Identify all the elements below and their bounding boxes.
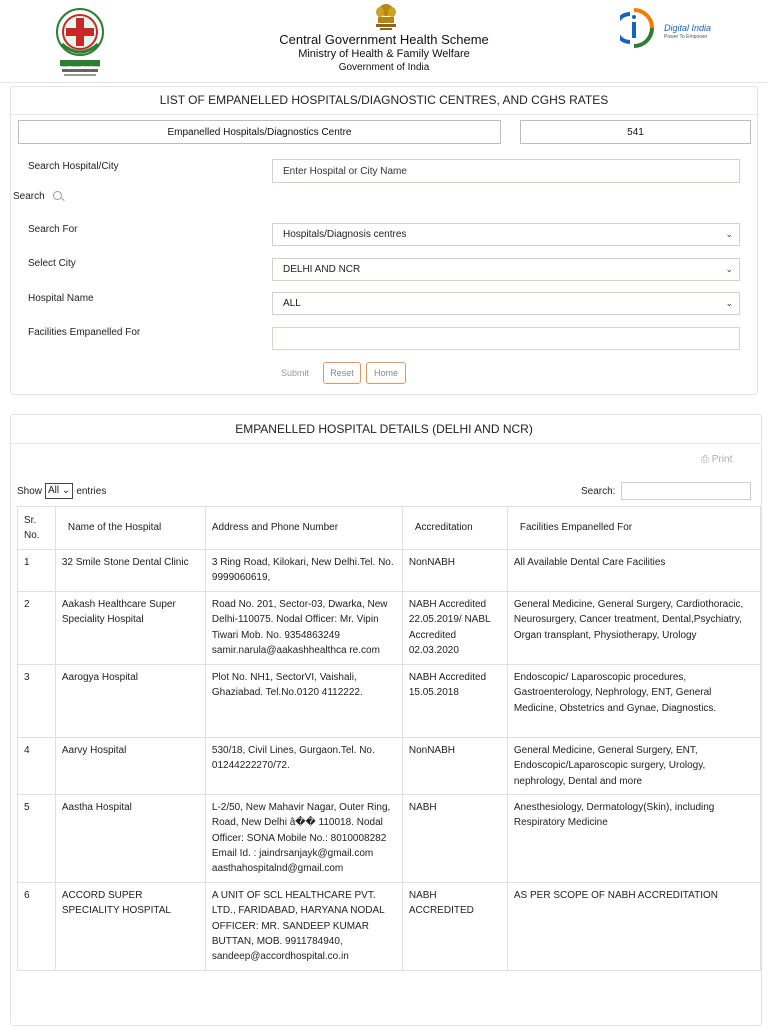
stat-value: 541 (627, 126, 644, 138)
table-row (18, 665, 761, 738)
cell-sr: 2 (18, 592, 56, 665)
site-header (0, 0, 768, 83)
cell-address: Plot No. NH1, SectorVI, Vaishali, Ghaziabad. Tel.No.0120 4112222. (205, 665, 402, 738)
cghs-caption: Your Health, Our Goal (60, 63, 100, 68)
table-search-input[interactable] (621, 482, 751, 500)
stat-label: Empanelled Hospitals/Diagnostics Centre (167, 126, 352, 138)
search-panel (10, 86, 758, 395)
cell-facilities: Endoscopic/ Laparoscopic procedures, Gastroenterology, Nephrology, ENT, General Medicine, Obstetrics and Gynae, Diagnostics. (507, 665, 760, 738)
home-button[interactable]: Home (366, 362, 406, 384)
submit-button[interactable]: Submit (280, 368, 309, 378)
cell-name: Aarvy Hospital (55, 738, 205, 795)
cell-name: Aakash Healthcare Super Speciality Hospital (55, 592, 205, 665)
cell-accreditation: NABH Accredited 22.05.2019/ NABL Accredited 02.03.2020 (402, 592, 507, 665)
table-search-label: Search: (581, 486, 616, 497)
table-row (18, 795, 761, 883)
cell-facilities: AS PER SCOPE OF NABH ACCREDITATION (507, 883, 760, 971)
search-for-select[interactable] (272, 223, 740, 246)
cell-address: Road No. 201, Sector-03, Dwarka, New Delhi-110075. Nodal Officer: Mr. Vipin Tiwari Mob. No. 9354863249 samir.narula@aakashhealthca re.com (205, 592, 402, 665)
chevron-down-icon: ⌄ (725, 229, 733, 239)
search-hospital-placeholder: Enter Hospital or City Name (283, 165, 407, 177)
cell-sr: 1 (18, 550, 56, 592)
cell-facilities: General Medicine, General Surgery, Cardiothoracic, Neurosurgery, Cancer treatment, Dental,Psychiatry, Organ transplant, Physiotherapy, Urology (507, 592, 760, 665)
page-length-control (17, 483, 106, 499)
results-panel (10, 414, 762, 1026)
cell-name: Aarogya Hospital (55, 665, 205, 738)
cell-address: L-2/50, New Mahavir Nagar, Outer Ring, Road, New Delhi â�� 110018. Nodal Officer: SONA Mobile No.: 8010008282 Email Id. : jaindrsanjayk@gmail.com aasthahospitalnd@gmail.com (205, 795, 402, 883)
chevron-down-icon: ⌄ (725, 264, 733, 274)
national-emblem-icon (372, 2, 400, 32)
table-row (18, 738, 761, 795)
divider (11, 443, 761, 444)
show-label: Show (17, 485, 43, 497)
city-select[interactable] (272, 258, 740, 281)
cell-facilities: Anesthesiology, Dermatology(Skin), including Respiratory Medicine (507, 795, 760, 883)
cell-accreditation: NABH Accredited 15.05.2018 (402, 665, 507, 738)
cell-accreditation: NonNABH (402, 550, 507, 592)
table-row (18, 550, 761, 592)
entries-label: entries (76, 485, 107, 497)
print-button[interactable] (701, 454, 732, 465)
reset-button[interactable]: Reset (323, 362, 361, 384)
cell-name: ACCORD SUPER SPECIALITY HOSPITAL (55, 883, 205, 971)
hospital-table (17, 506, 761, 971)
search-hospital-label: Search Hospital/City (28, 161, 119, 172)
column-header-sr[interactable]: Sr. No. (18, 507, 56, 550)
facilities-label: Facilities Empanelled For (28, 327, 141, 338)
cell-accreditation: NonNABH (402, 738, 507, 795)
cell-sr: 3 (18, 665, 56, 738)
cell-sr: 5 (18, 795, 56, 883)
hospital-name-select[interactable] (272, 292, 740, 315)
site-title: Central Government Health Scheme (279, 32, 489, 47)
table-row (18, 592, 761, 665)
divider (11, 114, 757, 115)
search-for-label: Search For (28, 224, 78, 235)
stat-label-box (18, 120, 501, 144)
table-row (18, 883, 761, 971)
cell-sr: 4 (18, 738, 56, 795)
cell-facilities: General Medicine, General Surgery, ENT, Endoscopic/Laparoscopic surgery, Urology, nephrology, Dental and more (507, 738, 760, 795)
search-for-value: Hospitals/Diagnosis centres (283, 229, 407, 240)
hospital-name-label: Hospital Name (28, 293, 94, 304)
city-label: Select City (28, 258, 76, 269)
cell-sr: 6 (18, 883, 56, 971)
search-icon (53, 191, 62, 200)
digital-india-text: Digital India (664, 23, 712, 33)
search-toggle-label: Search (13, 191, 45, 202)
cell-address: 530/18, Civil Lines, Gurgaon.Tel. No. 01244222270/72. (205, 738, 402, 795)
column-header-accreditation[interactable]: Accreditation (402, 507, 507, 550)
hospital-name-value: ALL (283, 298, 301, 309)
results-title: EMPANELLED HOSPITAL DETAILS (DELHI AND NCR) (235, 422, 533, 436)
cell-name: Aastha Hospital (55, 795, 205, 883)
page-length-select[interactable]: All ⌄ (45, 483, 73, 499)
search-toggle[interactable] (13, 190, 62, 202)
print-label: Print (711, 454, 733, 465)
search-panel-title: LIST OF EMPANELLED HOSPITALS/DIAGNOSTIC CENTRES, AND CGHS RATES (159, 93, 609, 107)
cell-accreditation: NABH (402, 795, 507, 883)
search-hospital-input[interactable] (272, 159, 740, 183)
page-length-value: All (48, 485, 60, 496)
column-header-name[interactable]: Name of the Hospital (55, 507, 205, 550)
government-name: Government of India (338, 62, 430, 73)
chevron-down-icon: ⌄ (725, 298, 733, 308)
column-header-address[interactable]: Address and Phone Number (205, 507, 402, 550)
column-header-facilities[interactable]: Facilities Empanelled For (507, 507, 760, 550)
cell-address: A UNIT OF SCL HEALTHCARE PVT. LTD., FARIDABAD, HARYANA NODAL OFFICER: MR. SANDEEP KUMAR BUTTAN, MOB. 9911784940, sandeep@accordhospital.co.in (205, 883, 402, 971)
cell-accreditation: NABH ACCREDITED (402, 883, 507, 971)
printer-icon: ⎙ (701, 454, 709, 465)
stat-value-box (520, 120, 751, 144)
cell-facilities: All Available Dental Care Facilities (507, 550, 760, 592)
digital-india-tagline: Power To Empower (664, 34, 708, 40)
table-header-row (18, 507, 761, 550)
cell-name: 32 Smile Stone Dental Clinic (55, 550, 205, 592)
facilities-input[interactable] (272, 327, 740, 350)
ministry-name: Ministry of Health & Family Welfare (298, 48, 470, 60)
city-value: DELHI AND NCR (283, 264, 361, 275)
cell-address: 3 Ring Road, Kilokari, New Delhi.Tel. No. 9999060619, (205, 550, 402, 592)
